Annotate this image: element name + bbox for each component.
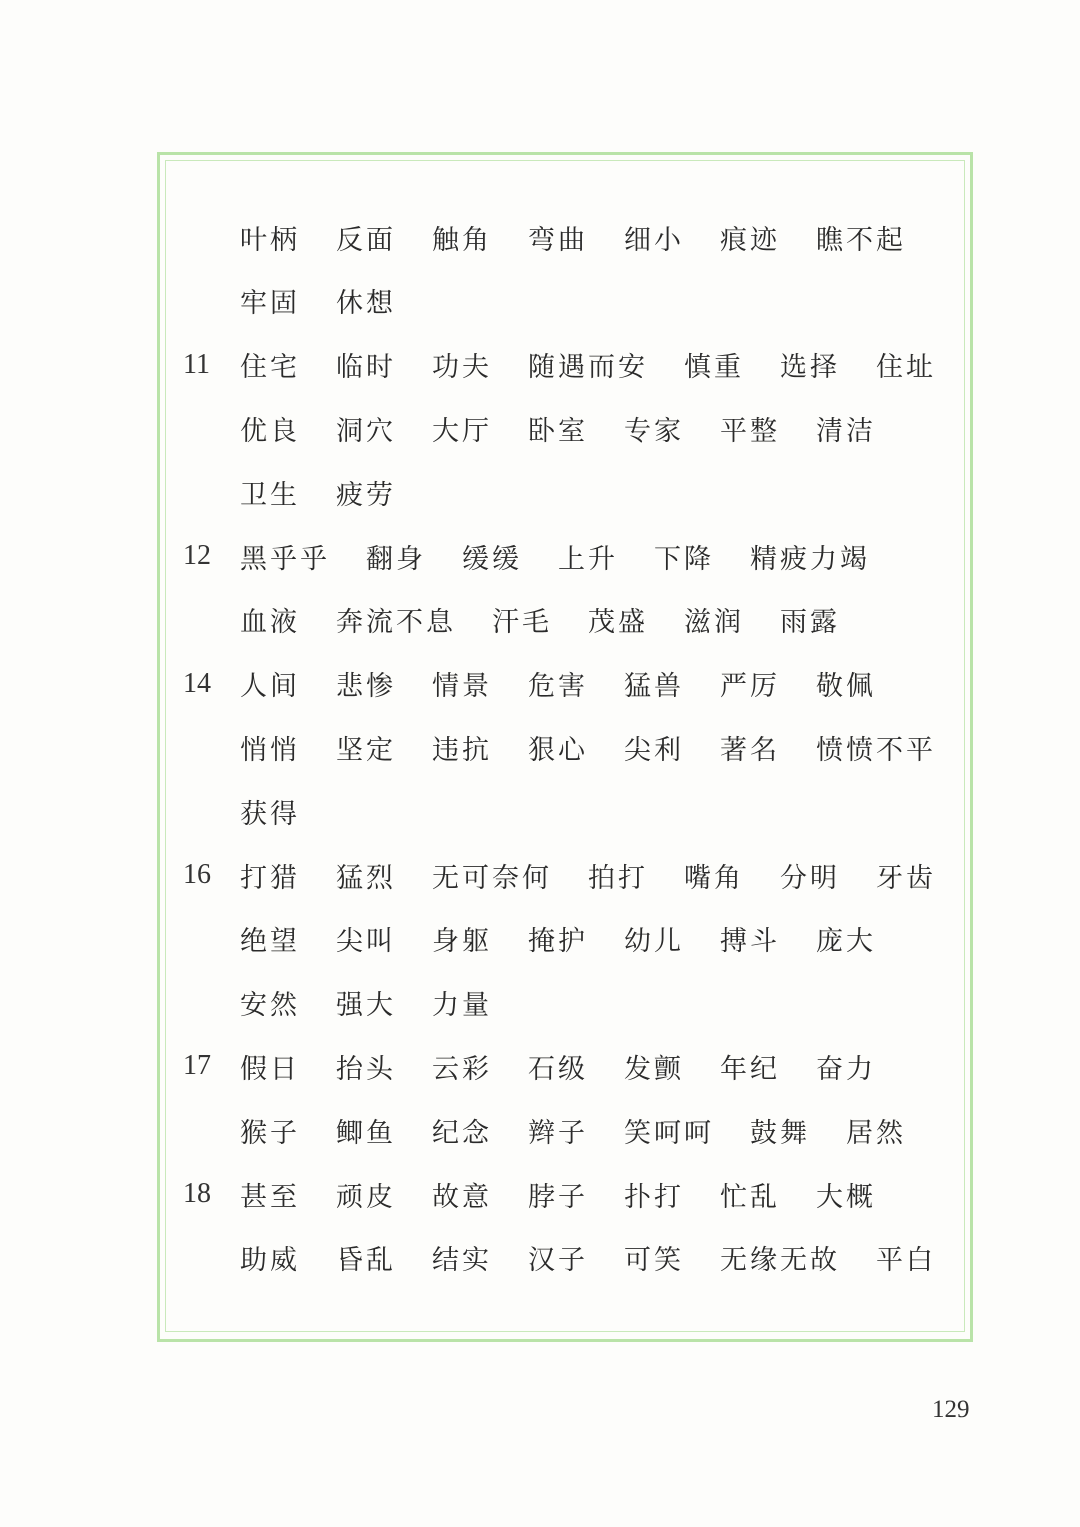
vocabulary-word: 缓缓 [462, 543, 522, 575]
vocabulary-word: 故意 [432, 1181, 492, 1213]
vocabulary-word: 清洁 [816, 415, 876, 447]
lesson-number: 17 [183, 1050, 211, 1082]
vocabulary-word: 住宅 [240, 352, 300, 384]
vocabulary-word: 功夫 [432, 352, 492, 384]
vocabulary-word: 猴子 [240, 1117, 300, 1149]
vocabulary-word: 猛兽 [624, 671, 684, 703]
vocabulary-word: 无缘无故 [720, 1245, 840, 1277]
vocabulary-word: 鲫鱼 [336, 1117, 396, 1149]
vocabulary-word: 休想 [336, 288, 396, 320]
vocabulary-word: 打猎 [240, 862, 300, 894]
vocabulary-word: 云彩 [432, 1053, 492, 1085]
vocabulary-word: 牢固 [240, 288, 300, 320]
vocabulary-word: 辫子 [528, 1117, 588, 1149]
vocabulary-word: 大厅 [432, 415, 492, 447]
vocabulary-word: 瞧不起 [816, 224, 906, 256]
vocabulary-word: 翻身 [366, 543, 426, 575]
vocabulary-word: 专家 [624, 415, 684, 447]
vocabulary-word: 悲惨 [336, 671, 396, 703]
vocabulary-line [183, 855, 972, 895]
vocabulary-word: 叶柄 [240, 224, 300, 256]
vocabulary-line [183, 983, 528, 1023]
vocabulary-word: 力量 [432, 990, 492, 1022]
vocabulary-line [183, 727, 972, 767]
vocabulary-line [183, 600, 876, 640]
vocabulary-line [183, 472, 432, 512]
lesson-number: 18 [183, 1178, 211, 1209]
vocabulary-word: 脖子 [528, 1181, 588, 1213]
vocabulary-word: 强大 [336, 990, 396, 1022]
vocabulary-line [183, 791, 336, 831]
vocabulary-word: 触角 [432, 224, 492, 256]
vocabulary-word: 结实 [432, 1245, 492, 1277]
vocabulary-word: 奔流不息 [336, 607, 456, 639]
vocabulary-word: 平白 [876, 1245, 936, 1277]
vocabulary-word: 掩护 [528, 926, 588, 958]
vocabulary-word: 猛烈 [336, 862, 396, 894]
vocabulary-word: 助威 [240, 1245, 300, 1277]
lesson-number: 11 [183, 348, 210, 380]
vocabulary-word: 甚至 [240, 1181, 300, 1213]
vocabulary-word: 石级 [528, 1053, 588, 1085]
vocabulary-word: 笑呵呵 [624, 1117, 714, 1149]
vocabulary-word: 卫生 [240, 479, 300, 511]
page-number: 129 [932, 1396, 970, 1423]
vocabulary-word: 绝望 [240, 926, 300, 958]
vocabulary-word: 人间 [240, 671, 300, 703]
vocabulary-word: 牙齿 [876, 862, 936, 894]
vocabulary-word: 奋力 [816, 1053, 876, 1085]
vocabulary-word: 下降 [654, 543, 714, 575]
vocabulary-line [183, 281, 432, 321]
vocabulary-word: 违抗 [432, 734, 492, 766]
vocabulary-word: 狠心 [528, 734, 588, 766]
vocabulary-word: 平整 [720, 415, 780, 447]
lesson-number: 12 [183, 540, 211, 571]
vocabulary-word: 情景 [432, 671, 492, 703]
vocabulary-word: 黑乎乎 [240, 543, 330, 575]
vocabulary-word: 身躯 [432, 926, 492, 958]
vocabulary-word: 发颤 [624, 1053, 684, 1085]
vocabulary-word: 洞穴 [336, 415, 396, 447]
vocabulary-word: 昏乱 [336, 1245, 396, 1277]
vocabulary-word: 雨露 [780, 607, 840, 639]
vocabulary-word: 精疲力竭 [750, 543, 870, 575]
vocabulary-word: 顽皮 [336, 1181, 396, 1213]
vocabulary-word: 忙乱 [720, 1181, 780, 1213]
vocabulary-line [183, 664, 912, 704]
vocabulary-word: 汗毛 [492, 607, 552, 639]
vocabulary-word: 慎重 [684, 352, 744, 384]
vocabulary-line [183, 919, 912, 959]
lesson-number: 16 [183, 859, 211, 890]
vocabulary-word: 细小 [624, 224, 684, 256]
vocabulary-word: 愤愤不平 [816, 734, 936, 766]
vocabulary-word: 临时 [336, 352, 396, 384]
vocabulary-word: 扑打 [624, 1181, 684, 1213]
vocabulary-line [183, 345, 972, 385]
vocabulary-word: 大概 [816, 1181, 876, 1213]
vocabulary-word: 尖利 [624, 734, 684, 766]
vocabulary-word: 抬头 [336, 1053, 396, 1085]
vocabulary-word: 住址 [876, 352, 936, 384]
vocabulary-word: 茂盛 [588, 607, 648, 639]
vocabulary-line [183, 536, 906, 576]
vocabulary-word: 卧室 [528, 415, 588, 447]
vocabulary-word: 选择 [780, 352, 840, 384]
vocabulary-word: 嘴角 [684, 862, 744, 894]
vocabulary-word: 无可奈何 [432, 862, 552, 894]
vocabulary-word: 优良 [240, 415, 300, 447]
vocabulary-word: 幼儿 [624, 926, 684, 958]
vocabulary-line [183, 217, 942, 257]
vocabulary-word: 分明 [780, 862, 840, 894]
vocabulary-word: 著名 [720, 734, 780, 766]
vocabulary-word: 滋润 [684, 607, 744, 639]
vocabulary-word: 搏斗 [720, 926, 780, 958]
vocabulary-word: 拍打 [588, 862, 648, 894]
vocabulary-word: 弯曲 [528, 224, 588, 256]
vocabulary-word: 上升 [558, 543, 618, 575]
vocabulary-word: 血液 [240, 607, 300, 639]
vocabulary-line [183, 1046, 912, 1086]
lesson-number: 14 [183, 667, 211, 699]
vocabulary-word: 年纪 [720, 1053, 780, 1085]
vocabulary-word: 敬佩 [816, 671, 876, 703]
vocabulary-word: 尖叫 [336, 926, 396, 958]
vocabulary-word: 鼓舞 [750, 1117, 810, 1149]
vocabulary-word: 疲劳 [336, 479, 396, 511]
vocabulary-word: 悄悄 [240, 734, 300, 766]
vocabulary-word: 危害 [528, 671, 588, 703]
vocabulary-word: 反面 [336, 224, 396, 256]
vocabulary-word: 安然 [240, 990, 300, 1022]
vocabulary-line [183, 1110, 942, 1150]
vocabulary-word: 随遇而安 [528, 352, 648, 384]
vocabulary-word: 居然 [846, 1117, 906, 1149]
vocabulary-word: 获得 [240, 798, 300, 830]
vocabulary-word: 痕迹 [720, 224, 780, 256]
vocabulary-word: 坚定 [336, 734, 396, 766]
vocabulary-word: 可笑 [624, 1245, 684, 1277]
vocabulary-line [183, 1238, 972, 1278]
vocabulary-word: 纪念 [432, 1117, 492, 1149]
vocabulary-line [183, 408, 912, 448]
vocabulary-word: 庞大 [816, 926, 876, 958]
vocabulary-word: 假日 [240, 1053, 300, 1085]
vocabulary-line [183, 1174, 912, 1214]
vocabulary-word: 汉子 [528, 1245, 588, 1277]
vocabulary-word: 严厉 [720, 671, 780, 703]
